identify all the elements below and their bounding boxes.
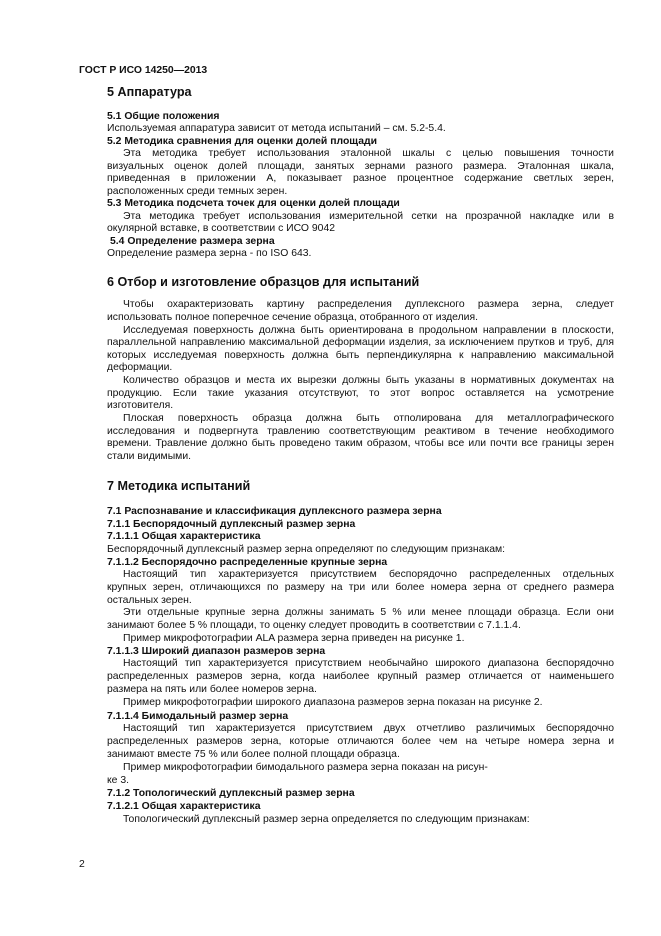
paragraph-line: использовать полное поперечное сечение образца, отобранного от изделия. [107, 312, 478, 323]
subsection-7-1-1-1-title: 7.1.1.1 Общая характеристика [107, 531, 261, 542]
paragraph-line: Пример микрофотографии ALA размера зерна приведен на рисунке 1. [123, 633, 465, 644]
paragraph-line: распределенных размеров зерна, когда наиболее крупный размер отличается от наименьшего [107, 671, 614, 682]
paragraph-line: Пример микрофотографии широкого диапазона размеров зерна показан на рисунке 2. [123, 697, 543, 708]
paragraph-line: ке 3. [107, 775, 129, 786]
paragraph-line: Настоящий тип характеризуется присутствием беспорядочно распределенных отдельных [123, 569, 614, 580]
document-header: ГОСТ Р ИСО 14250—2013 [79, 65, 208, 76]
paragraph-line: размера на пять или более номеров зерна. [107, 684, 317, 695]
paragraph-line: крупных зерен, отличающихся по размеру на три или более номера зерна от среднего размера [107, 582, 614, 593]
paragraph-line: Эта методика требует использования эталонной шкалы с целью повышения точности [123, 148, 614, 159]
subsection-7-1-1-2-title: 7.1.1.2 Беспорядочно распределенные крупные зерна [107, 557, 388, 568]
paragraph-line: исследования и подвергнута травлению соответствующим реактивом в течение необходимого [107, 426, 614, 437]
subsection-7-1-1-title: 7.1.1 Беспорядочный дуплексный размер зерна [107, 519, 356, 530]
paragraph-line: Определение размера зерна - по ISO 643. [107, 248, 312, 259]
subsection-5-2-title: 5.2 Методика сравнения для оценки долей площади [107, 136, 377, 147]
paragraph-line: параллельной направлению максимальной деформации изделия, за исключением прутков и труб, для [107, 337, 614, 348]
section-7-heading: 7 Методика испытаний [107, 479, 251, 493]
paragraph-line: расположенных среди темных зерен. [107, 186, 288, 197]
paragraph-line: Топологический дуплексный размер зерна определяется по следующим признакам: [123, 814, 530, 825]
paragraph-line: изготовителя. [107, 400, 174, 411]
paragraph-line: Используемая аппаратура зависит от метода испытаний – см. 5.2-5.4. [107, 123, 446, 134]
paragraph-line: Эти отдельные крупные зерна должны занимать 5 % или менее площади образца. Если они [123, 607, 614, 618]
paragraph-line: Настоящий тип характеризуется присутствием двух отчетливо различимых беспорядочно [123, 723, 614, 734]
paragraph-line: Плоская поверхность образца должна быть отполирована для металлографического [123, 413, 614, 424]
paragraph-line: продукцию. Если такие указания отсутствуют, то этот вопрос оставляется на усмотрение [107, 388, 614, 399]
section-5-heading: 5 Аппаратура [107, 85, 192, 99]
paragraph-line: визуальных оценок долей площади, занятых зернами разного размера. Эталонная шкала, [107, 161, 614, 172]
paragraph-line: приведенная в приложении А, показывает разное процентное содержание светлых зерен, [107, 173, 614, 184]
paragraph-line: занимают вместе 75 % или более полной площади образца. [107, 749, 400, 760]
paragraph-line: времени. Травление должно быть проведено таким образом, чтобы все или почти все границы зерен [107, 438, 614, 449]
paragraph-line: стали видимыми. [107, 451, 192, 462]
paragraph-line: Пример микрофотографии бимодального размера зерна показан на рисун- [123, 762, 488, 773]
paragraph-line: Чтобы охарактеризовать картину распределения дуплексного размера зерна, следует [123, 299, 614, 310]
section-6-heading: 6 Отбор и изготовление образцов для испытаний [107, 275, 420, 289]
subsection-7-1-1-3-title: 7.1.1.3 Широкий диапазон размеров зерна [107, 646, 326, 657]
paragraph-line: занимают более 5 % площади, то оценку следует проводить в соответствии с 7.1.1.4. [107, 620, 521, 631]
page-number: 2 [79, 859, 85, 870]
paragraph-line: которых исследуемая поверхность должна быть перпендикулярна к направлению максимальной [107, 350, 614, 361]
subsection-7-1-title: 7.1 Распознавание и классификация дуплексного размера зерна [107, 506, 442, 517]
paragraph-line: Настоящий тип характеризуется присутствием необычайно широкого диапазона беспорядочно [123, 658, 614, 669]
paragraph-line: деформации. [107, 362, 173, 373]
subsection-7-1-2-title: 7.1.2 Топологический дуплексный размер зерна [107, 788, 355, 799]
paragraph-line: Исследуемая поверхность должна быть ориентирована в продольном направлении в плоскости, [123, 325, 614, 336]
subsection-5-3-title: 5.3 Методика подсчета точек для оценки долей площади [107, 198, 400, 209]
subsection-5-1-title: 5.1 Общие положения [107, 111, 220, 122]
subsection-7-1-2-1-title: 7.1.2.1 Общая характеристика [107, 801, 261, 812]
paragraph-line: окулярной вставке, в соответствии с ИСО 9042 [107, 223, 336, 234]
paragraph-line: распределенных размеров зерна, которые отличаются более чем на четыре номера зерна и [107, 736, 614, 747]
paragraph-line: остальных зерен. [107, 595, 192, 606]
paragraph-line: Количество образцов и места их вырезки должны быть указаны в нормативных документах на [123, 375, 614, 386]
subsection-5-4-title: 5.4 Определение размера зерна [110, 236, 275, 247]
paragraph-line: Эта методика требует использования измерительной сетки на прозрачной накладке или в [123, 211, 614, 222]
subsection-7-1-1-4-title: 7.1.1.4 Бимодальный размер зерна [107, 711, 289, 722]
paragraph-line: Беспорядочный дуплексный размер зерна определяют по следующим признакам: [107, 544, 506, 555]
